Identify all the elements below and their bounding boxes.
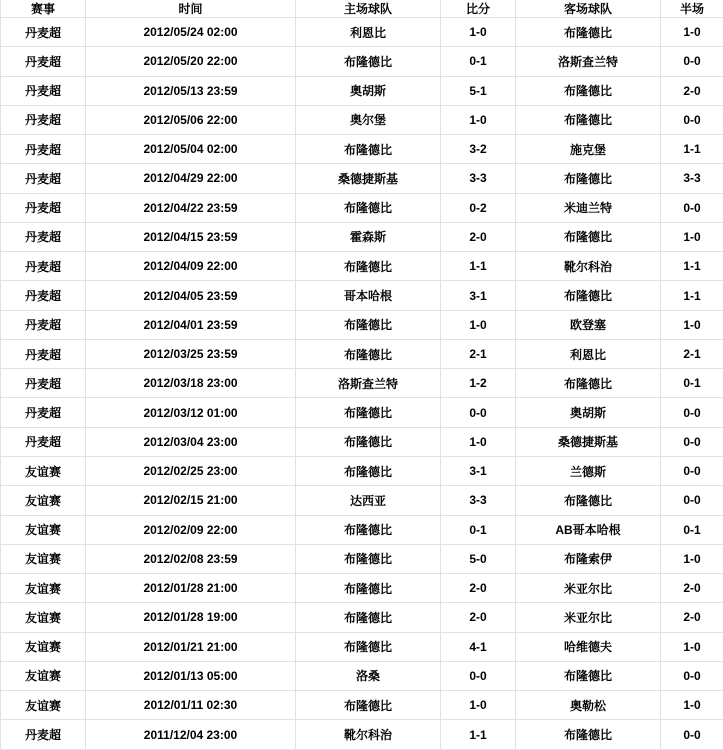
table-row xyxy=(1,632,723,661)
table-row xyxy=(1,193,723,222)
cell-away-team: 米亚尔比 xyxy=(516,574,661,603)
table-row xyxy=(1,691,723,720)
cell-home-team: 布隆德比 xyxy=(296,456,441,485)
cell-half-time: 1-0 xyxy=(661,544,723,573)
cell-score: 1-2 xyxy=(441,369,516,398)
cell-half-time: 0-0 xyxy=(661,486,723,515)
table-row xyxy=(1,18,723,47)
cell-half-time: 3-3 xyxy=(661,164,723,193)
table-row xyxy=(1,661,723,690)
cell-half-time: 2-0 xyxy=(661,574,723,603)
cell-away-team: 洛斯查兰特 xyxy=(516,47,661,76)
cell-score: 0-1 xyxy=(441,515,516,544)
cell-time: 2012/03/25 23:59 xyxy=(86,339,296,368)
cell-half-time: 2-1 xyxy=(661,339,723,368)
cell-time: 2012/03/18 23:00 xyxy=(86,369,296,398)
table-row xyxy=(1,135,723,164)
table-row xyxy=(1,515,723,544)
cell-score: 2-0 xyxy=(441,574,516,603)
cell-away-team: 米亚尔比 xyxy=(516,603,661,632)
cell-away-team: 利恩比 xyxy=(516,339,661,368)
cell-league: 丹麦超 xyxy=(1,105,86,134)
cell-time: 2012/02/08 23:59 xyxy=(86,544,296,573)
cell-half-time: 1-1 xyxy=(661,135,723,164)
cell-home-team: 布隆德比 xyxy=(296,427,441,456)
cell-time: 2012/03/12 01:00 xyxy=(86,398,296,427)
cell-score: 1-0 xyxy=(441,427,516,456)
cell-home-team: 布隆德比 xyxy=(296,339,441,368)
cell-half-time: 0-1 xyxy=(661,369,723,398)
cell-away-team: 布隆德比 xyxy=(516,164,661,193)
cell-half-time: 2-0 xyxy=(661,76,723,105)
cell-league: 丹麦超 xyxy=(1,47,86,76)
table-row xyxy=(1,105,723,134)
table-row xyxy=(1,486,723,515)
cell-league: 丹麦超 xyxy=(1,281,86,310)
cell-half-time: 1-0 xyxy=(661,18,723,47)
cell-home-team: 达西亚 xyxy=(296,486,441,515)
cell-half-time: 0-0 xyxy=(661,47,723,76)
cell-league: 友谊赛 xyxy=(1,544,86,573)
cell-half-time: 0-0 xyxy=(661,456,723,485)
cell-time: 2012/03/04 23:00 xyxy=(86,427,296,456)
cell-home-team: 奥胡斯 xyxy=(296,76,441,105)
cell-away-team: 奥勒松 xyxy=(516,691,661,720)
cell-score: 4-1 xyxy=(441,632,516,661)
cell-time: 2012/05/13 23:59 xyxy=(86,76,296,105)
table-row xyxy=(1,398,723,427)
cell-score: 1-0 xyxy=(441,691,516,720)
cell-league: 丹麦超 xyxy=(1,135,86,164)
cell-time: 2012/04/29 22:00 xyxy=(86,164,296,193)
cell-league: 丹麦超 xyxy=(1,398,86,427)
cell-time: 2012/01/21 21:00 xyxy=(86,632,296,661)
cell-away-team: 桑德捷斯基 xyxy=(516,427,661,456)
cell-half-time: 1-1 xyxy=(661,281,723,310)
cell-half-time: 2-0 xyxy=(661,603,723,632)
cell-time: 2012/05/06 22:00 xyxy=(86,105,296,134)
cell-time: 2012/04/05 23:59 xyxy=(86,281,296,310)
cell-league: 友谊赛 xyxy=(1,515,86,544)
cell-away-team: 哈维德夫 xyxy=(516,632,661,661)
cell-league: 友谊赛 xyxy=(1,574,86,603)
cell-score: 2-0 xyxy=(441,603,516,632)
cell-league: 丹麦超 xyxy=(1,427,86,456)
cell-away-team: 奥胡斯 xyxy=(516,398,661,427)
cell-league: 丹麦超 xyxy=(1,18,86,47)
cell-league: 友谊赛 xyxy=(1,661,86,690)
table-row xyxy=(1,603,723,632)
cell-league: 友谊赛 xyxy=(1,486,86,515)
cell-score: 0-0 xyxy=(441,661,516,690)
table-row xyxy=(1,310,723,339)
cell-away-team: 靴尔科治 xyxy=(516,252,661,281)
cell-league: 友谊赛 xyxy=(1,632,86,661)
cell-score: 3-1 xyxy=(441,281,516,310)
cell-away-team: 布隆德比 xyxy=(516,720,661,750)
cell-score: 1-1 xyxy=(441,720,516,750)
cell-home-team: 布隆德比 xyxy=(296,47,441,76)
cell-half-time: 1-0 xyxy=(661,310,723,339)
cell-half-time: 0-1 xyxy=(661,515,723,544)
table-row xyxy=(1,574,723,603)
cell-home-team: 布隆德比 xyxy=(296,398,441,427)
table-row xyxy=(1,164,723,193)
cell-score: 3-2 xyxy=(441,135,516,164)
col-header-half-time: 半场 xyxy=(661,0,723,18)
cell-home-team: 布隆德比 xyxy=(296,574,441,603)
cell-half-time: 0-0 xyxy=(661,193,723,222)
col-header-time: 时间 xyxy=(86,0,296,18)
cell-league: 丹麦超 xyxy=(1,164,86,193)
cell-half-time: 0-0 xyxy=(661,661,723,690)
cell-away-team: 兰德斯 xyxy=(516,456,661,485)
cell-half-time: 1-1 xyxy=(661,252,723,281)
cell-half-time: 0-0 xyxy=(661,720,723,750)
cell-home-team: 布隆德比 xyxy=(296,193,441,222)
cell-half-time: 1-0 xyxy=(661,691,723,720)
cell-time: 2012/02/09 22:00 xyxy=(86,515,296,544)
cell-home-team: 布隆德比 xyxy=(296,632,441,661)
cell-time: 2012/01/13 05:00 xyxy=(86,661,296,690)
cell-score: 0-2 xyxy=(441,193,516,222)
table-row xyxy=(1,339,723,368)
cell-score: 0-0 xyxy=(441,398,516,427)
cell-away-team: 布隆德比 xyxy=(516,105,661,134)
cell-home-team: 布隆德比 xyxy=(296,544,441,573)
cell-away-team: 布隆索伊 xyxy=(516,544,661,573)
cell-away-team: 布隆德比 xyxy=(516,369,661,398)
table-row xyxy=(1,281,723,310)
cell-score: 2-0 xyxy=(441,222,516,251)
cell-away-team: 米迪兰特 xyxy=(516,193,661,222)
cell-score: 3-3 xyxy=(441,164,516,193)
cell-league: 丹麦超 xyxy=(1,193,86,222)
cell-score: 5-1 xyxy=(441,76,516,105)
cell-home-team: 布隆德比 xyxy=(296,691,441,720)
cell-league: 丹麦超 xyxy=(1,369,86,398)
cell-away-team: 布隆德比 xyxy=(516,486,661,515)
cell-time: 2012/01/28 21:00 xyxy=(86,574,296,603)
col-header-score: 比分 xyxy=(441,0,516,18)
cell-home-team: 霍森斯 xyxy=(296,222,441,251)
cell-home-team: 哥本哈根 xyxy=(296,281,441,310)
cell-time: 2012/05/20 22:00 xyxy=(86,47,296,76)
cell-away-team: 布隆德比 xyxy=(516,222,661,251)
cell-away-team: 施克堡 xyxy=(516,135,661,164)
cell-home-team: 奥尔堡 xyxy=(296,105,441,134)
cell-league: 友谊赛 xyxy=(1,691,86,720)
cell-home-team: 桑德捷斯基 xyxy=(296,164,441,193)
table-row xyxy=(1,720,723,750)
cell-time: 2012/04/01 23:59 xyxy=(86,310,296,339)
cell-away-team: 布隆德比 xyxy=(516,76,661,105)
cell-league: 丹麦超 xyxy=(1,310,86,339)
col-header-home-team: 主场球队 xyxy=(296,0,441,18)
cell-home-team: 洛斯查兰特 xyxy=(296,369,441,398)
cell-half-time: 1-0 xyxy=(661,632,723,661)
table-row xyxy=(1,544,723,573)
cell-score: 0-1 xyxy=(441,47,516,76)
table-row xyxy=(1,222,723,251)
cell-time: 2012/01/11 02:30 xyxy=(86,691,296,720)
cell-time: 2012/05/24 02:00 xyxy=(86,18,296,47)
cell-league: 友谊赛 xyxy=(1,456,86,485)
cell-half-time: 0-0 xyxy=(661,427,723,456)
cell-home-team: 洛桑 xyxy=(296,661,441,690)
table-row xyxy=(1,76,723,105)
cell-time: 2012/02/15 21:00 xyxy=(86,486,296,515)
cell-away-team: AB哥本哈根 xyxy=(516,515,661,544)
cell-home-team: 布隆德比 xyxy=(296,252,441,281)
cell-time: 2011/12/04 23:00 xyxy=(86,720,296,750)
cell-home-team: 布隆德比 xyxy=(296,310,441,339)
col-header-away-team: 客场球队 xyxy=(516,0,661,18)
cell-score: 1-0 xyxy=(441,310,516,339)
cell-time: 2012/05/04 02:00 xyxy=(86,135,296,164)
cell-league: 友谊赛 xyxy=(1,603,86,632)
cell-league: 丹麦超 xyxy=(1,252,86,281)
cell-home-team: 利恩比 xyxy=(296,18,441,47)
cell-score: 1-0 xyxy=(441,18,516,47)
cell-half-time: 1-0 xyxy=(661,222,723,251)
cell-score: 2-1 xyxy=(441,339,516,368)
cell-away-team: 欧登塞 xyxy=(516,310,661,339)
cell-half-time: 0-0 xyxy=(661,398,723,427)
cell-home-team: 靴尔科治 xyxy=(296,720,441,750)
cell-home-team: 布隆德比 xyxy=(296,603,441,632)
cell-league: 丹麦超 xyxy=(1,222,86,251)
cell-away-team: 布隆德比 xyxy=(516,18,661,47)
col-header-league: 赛事 xyxy=(1,0,86,18)
cell-score: 1-0 xyxy=(441,105,516,134)
cell-time: 2012/04/09 22:00 xyxy=(86,252,296,281)
cell-league: 丹麦超 xyxy=(1,720,86,750)
cell-time: 2012/01/28 19:00 xyxy=(86,603,296,632)
cell-time: 2012/04/15 23:59 xyxy=(86,222,296,251)
header-row xyxy=(1,0,723,18)
cell-time: 2012/02/25 23:00 xyxy=(86,456,296,485)
cell-time: 2012/04/22 23:59 xyxy=(86,193,296,222)
cell-away-team: 布隆德比 xyxy=(516,661,661,690)
cell-league: 丹麦超 xyxy=(1,76,86,105)
cell-league: 丹麦超 xyxy=(1,339,86,368)
cell-score: 1-1 xyxy=(441,252,516,281)
cell-score: 3-3 xyxy=(441,486,516,515)
cell-home-team: 布隆德比 xyxy=(296,135,441,164)
cell-half-time: 0-0 xyxy=(661,105,723,134)
table-row xyxy=(1,47,723,76)
table-row xyxy=(1,369,723,398)
cell-score: 3-1 xyxy=(441,456,516,485)
table-row xyxy=(1,456,723,485)
table-row xyxy=(1,252,723,281)
cell-home-team: 布隆德比 xyxy=(296,515,441,544)
cell-score: 5-0 xyxy=(441,544,516,573)
table-row xyxy=(1,427,723,456)
cell-away-team: 布隆德比 xyxy=(516,281,661,310)
